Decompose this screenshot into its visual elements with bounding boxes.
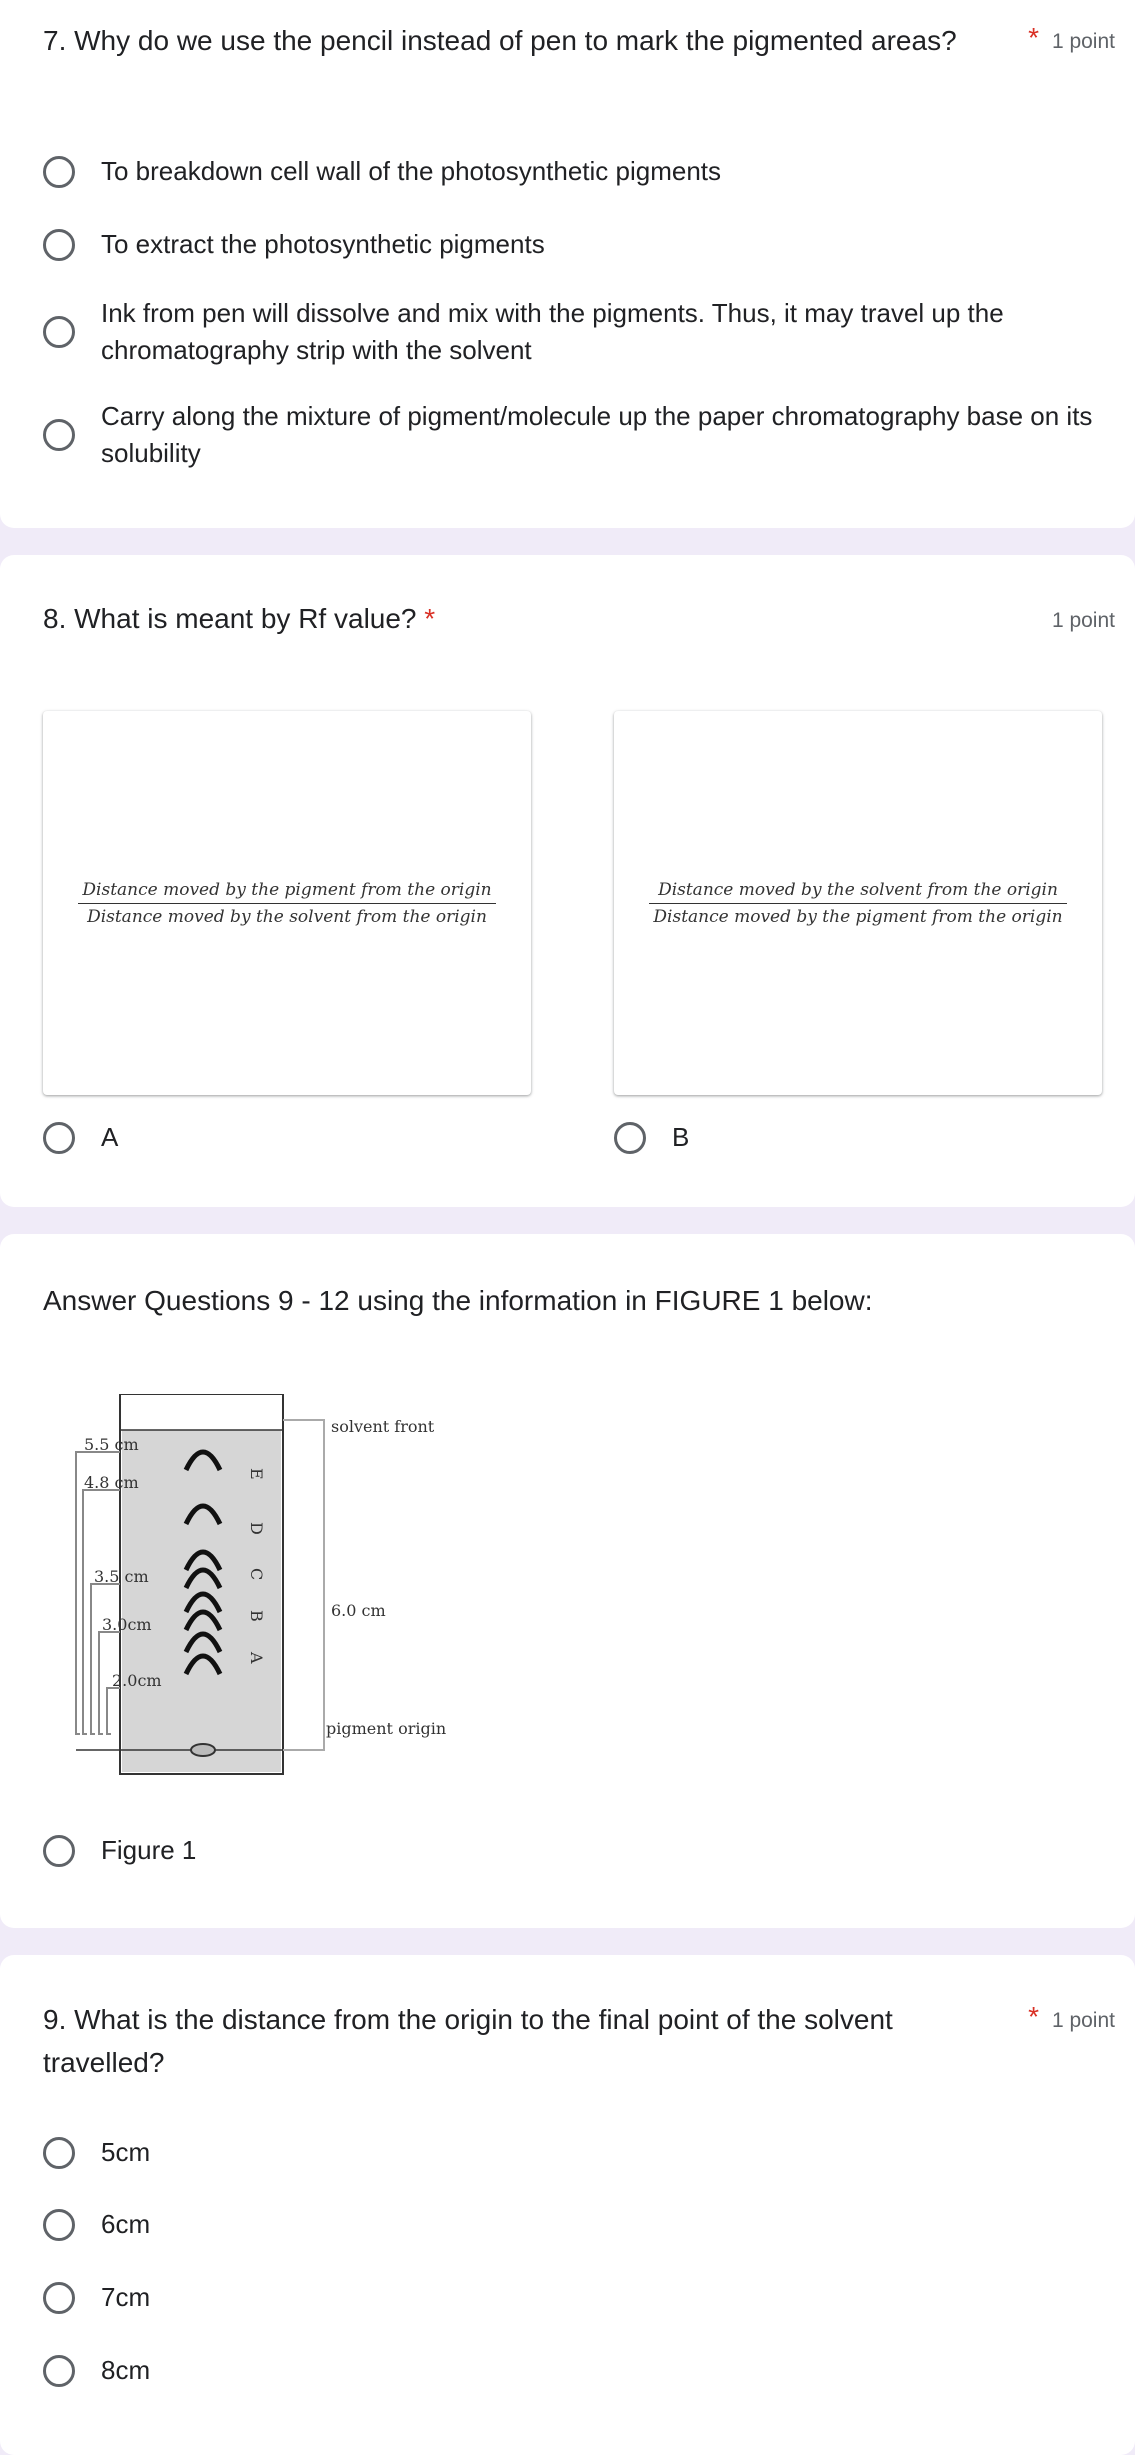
radio-button[interactable]: [43, 2209, 75, 2241]
radio-option[interactable]: [43, 226, 1103, 263]
figure-info-card: [0, 1234, 1135, 1928]
distance-label-c: 3.5 cm: [94, 1567, 149, 1586]
option-label: Ink from pen will dissolve and mix with the pigments. Thus, it may travel up the chromatography strip with the solvent: [101, 298, 1004, 365]
question-title: 7. Why do we use the pencil instead of pen to mark the pigmented areas?: [43, 25, 957, 56]
required-asterisk: *: [1028, 2001, 1039, 2032]
radio-button[interactable]: [43, 2282, 75, 2314]
spot-label-c: C: [247, 1568, 266, 1581]
total-distance-label: 6.0 cm: [331, 1601, 386, 1620]
radio-option[interactable]: [43, 2206, 1103, 2243]
option-label: A: [101, 1122, 119, 1152]
radio-option-a[interactable]: [43, 1119, 443, 1156]
spot-label-a: A: [247, 1652, 266, 1664]
radio-button[interactable]: [43, 2137, 75, 2169]
radio-option-b[interactable]: [614, 1119, 1014, 1156]
radio-button[interactable]: [43, 156, 75, 188]
question-title: [43, 597, 1003, 640]
distance-label-b: 3.0cm: [102, 1615, 152, 1634]
radio-option[interactable]: [43, 2352, 1103, 2389]
option-label: 7cm: [101, 2282, 151, 2312]
option-label: 8cm: [101, 2355, 151, 2385]
solvent-front-label: solvent front: [331, 1417, 435, 1436]
radio-button[interactable]: [43, 2355, 75, 2387]
option-label: 5cm: [101, 2137, 151, 2167]
rf-formula-b: [649, 880, 1066, 927]
radio-option[interactable]: [43, 398, 1103, 472]
points-label: 1 point: [1051, 2009, 1115, 2032]
radio-option[interactable]: [43, 2134, 1103, 2171]
radio-button[interactable]: [43, 1835, 75, 1867]
formula-denominator: Distance moved by the solvent from the origin: [87, 906, 487, 927]
formula-numerator: Distance moved by the solvent from the origin: [649, 880, 1066, 904]
points-label: 1 point: [1051, 609, 1115, 632]
spot-label-d: D: [247, 1522, 266, 1535]
spot-label-b: B: [247, 1610, 266, 1622]
distance-label-e: 5.5 cm: [84, 1435, 139, 1454]
required-asterisk: *: [1028, 22, 1039, 53]
question-7-card: [0, 0, 1135, 528]
spot-label-e: E: [247, 1468, 266, 1480]
radio-button[interactable]: [43, 1122, 75, 1154]
choice-a-image: [43, 711, 531, 1095]
rf-formula-a: [78, 880, 495, 927]
question-title-text: 8. What is meant by Rf value?: [43, 603, 417, 634]
option-label: Figure 1: [101, 1835, 197, 1865]
required-asterisk: *: [424, 603, 436, 634]
option-label: To extract the photosynthetic pigments: [101, 229, 545, 259]
radio-option[interactable]: [43, 295, 1103, 369]
radio-option[interactable]: [43, 2279, 1103, 2316]
radio-option[interactable]: [43, 1832, 1103, 1869]
radio-option[interactable]: [43, 153, 1103, 190]
option-label: 6cm: [101, 2209, 151, 2239]
radio-button[interactable]: [614, 1122, 646, 1154]
question-8-card: [0, 555, 1135, 1207]
choice-b-image: [614, 711, 1102, 1095]
pigment-origin-label: pigment origin: [326, 1719, 447, 1738]
figure-1-chromatography: [60, 1394, 500, 1794]
radio-button[interactable]: [43, 316, 75, 348]
section-instruction: Answer Questions 9 - 12 using the information in FIGURE 1 below:: [43, 1285, 873, 1316]
option-label: To breakdown cell wall of the photosynthetic pigments: [101, 156, 722, 186]
formula-numerator: Distance moved by the pigment from the origin: [78, 880, 495, 904]
radio-button[interactable]: [43, 419, 75, 451]
question-9-card: [0, 1955, 1135, 2455]
distance-label-a: 2.0cm: [112, 1671, 162, 1690]
formula-denominator: Distance moved by the pigment from the origin: [653, 906, 1063, 927]
option-label: B: [672, 1122, 690, 1152]
option-label: Carry along the mixture of pigment/molecule up the paper chromatography base on its solubility: [101, 401, 1093, 468]
question-title: 9. What is the distance from the origin to the final point of the solvent travelled?: [43, 2004, 893, 2078]
radio-button[interactable]: [43, 229, 75, 261]
distance-label-d: 4.8 cm: [84, 1473, 139, 1492]
points-label: 1 point: [1051, 30, 1115, 53]
